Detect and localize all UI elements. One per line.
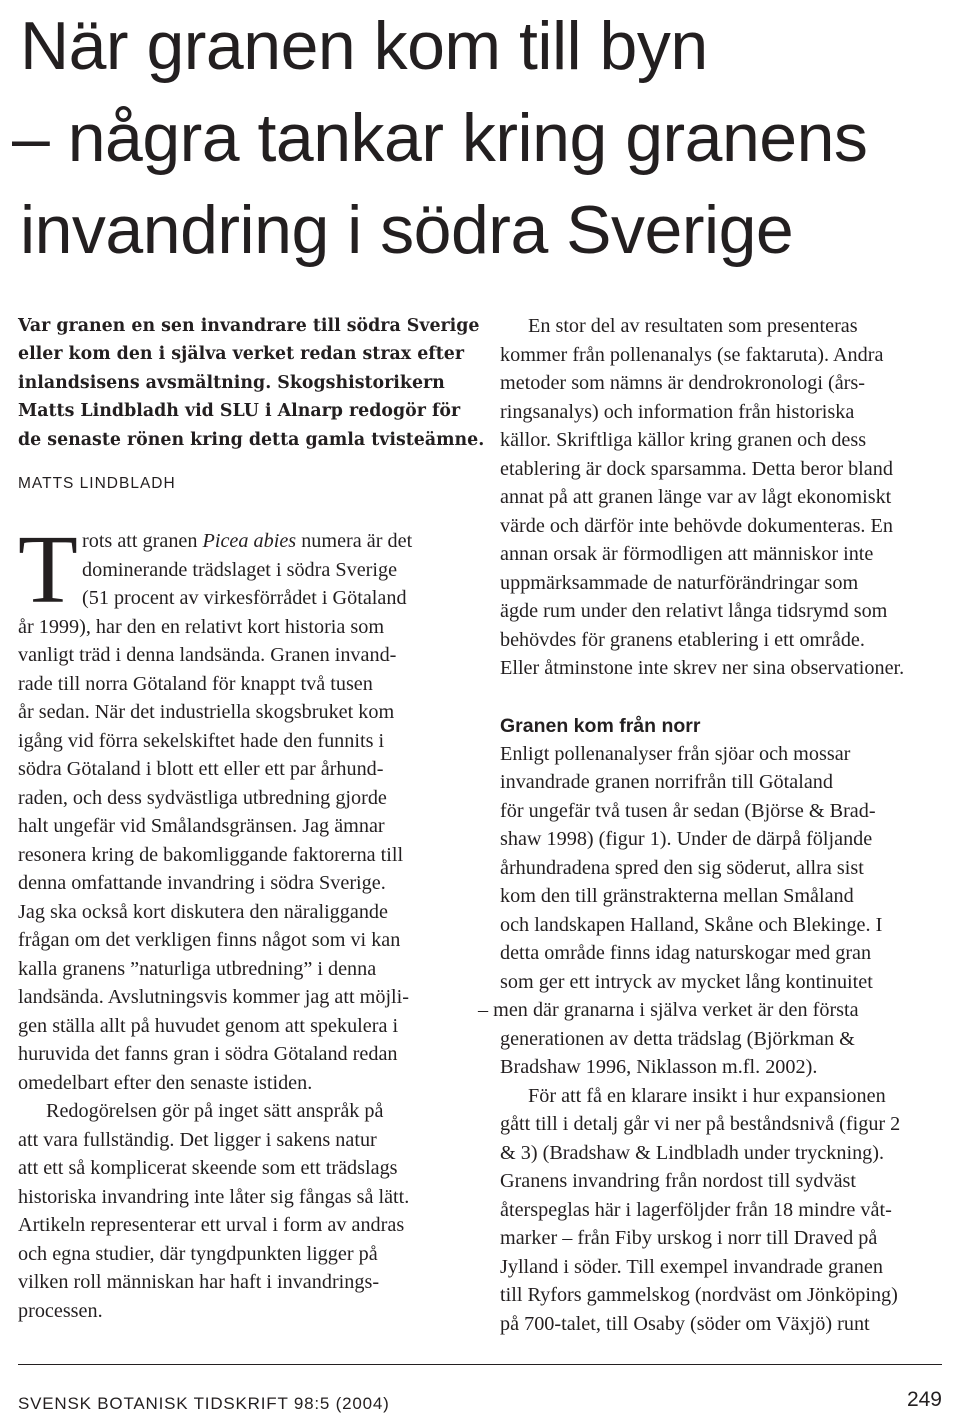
species-name: Picea abies [202,530,297,553]
text-line: För att få en klarare insikt i hur expansionen [528,1084,886,1107]
text-line: återspeglas här i lagerföljder från 18 mindre våt- [500,1198,892,1221]
text-line: (51 procent av virkesförrådet i Götaland [82,587,407,610]
text-line: till Ryfors gammelskog (nordväst om Jönköping) [500,1284,898,1306]
text-line: omedelbart efter den senaste istiden. [18,1071,313,1094]
text-line: igång vid förra sekelskiftet hade den funnits i [18,729,385,752]
text-line: kalla granens ”naturliga utbredning” i denna [18,957,377,980]
text-line: landsända. Avslutningsvis kommer jag att möjli- [18,986,409,1009]
text-line: Jylland i söder. Till exempel invandrade granen [500,1255,883,1278]
text-line: denna omfattande invandring i södra Sverige. [18,872,386,895]
lead-paragraph [18,312,485,454]
text-line: Eller åtminstone inte skrev ner sina observationer. [500,657,905,679]
text-line: kommer från pollenanalys (se faktaruta). Andra [500,343,884,366]
text-line: frågan om det verkligen finns något som vi kan [18,929,401,952]
text-line: ägde rum under den relativt långa tidsrymd som [500,600,888,622]
text-line: raden, och dess sydvästliga utbredning gjorde [18,786,387,809]
lead-line: de senaste rönen kring detta gamla tvisteämne. [18,429,485,450]
text-fragment: rots att granen [82,530,203,553]
text-line: historiska invandring inte låter sig fångas så lätt. [18,1185,410,1208]
text-line: århundradena spred den sig söderut, allra sist [500,856,864,879]
text-line: annat på att granen länge var av lågt ekonomiskt [500,486,892,508]
text-line: värde och därför inte behövde dokumenteras. En [500,514,893,537]
text-line: södra Götaland i blott ett eller ett par århund- [18,758,384,781]
text-line: vanligt träd i denna landsända. Granen invand- [18,644,397,667]
text-line: resonera kring de bakomliggande faktorerna till [18,843,404,866]
text-line: etablering är dock sparsamma. Detta beror bland [500,457,893,480]
text-line: att vara fullständig. Det ligger i sakens natur [18,1128,377,1151]
text-line: generationen av detta trädslag (Björkman & [500,1027,855,1050]
text-line: behövdes för granens etablering i ett område. [500,628,865,651]
text-line: kom den till gränstrakterna mellan Småland [500,885,854,907]
text-line: huruvida det fanns gran i södra Götaland redan [18,1043,398,1066]
text-line: halt ungefär vid Smålandsgränsen. Jag ämnar [18,815,385,838]
text-line: år sedan. När det industriella skogsbruket kom [18,701,395,724]
text-line: shaw 1998) (figur 1). Under de därpå följande [500,828,873,850]
text-line: Enligt pollenanalyser från sjöar och mossar [500,742,851,765]
text-line: Redogörelsen gör på inget sätt anspråk på [46,1100,384,1123]
paragraph [18,1097,463,1325]
text-line: uppmärksammade de naturförändringar som [500,571,859,594]
drop-cap: T [18,516,78,625]
text-line: rade till norra Götaland för knappt två tusen [18,672,373,695]
text-line: metoder som nämns är dendrokronologi (års- [500,372,865,394]
text-line: gått till i detalj går vi ner på beståndsnivå (figur 2 [500,1113,901,1135]
paragraph [500,312,955,683]
paragraph [478,740,955,1082]
article-title [12,0,950,276]
text-line: Jag ska också kort diskutera den näraliggande [18,900,388,923]
lead-line: Var granen en sen invandrare till södra Sverige [18,316,480,336]
text-line: som ger ett intryck av mycket lång kontinuitet [500,970,873,993]
text-line: & 3) (Bradshaw & Lindbladh under tryckning). [500,1141,885,1164]
lead-line: eller kom den i själva verket redan strax efter [18,344,465,365]
text-line: för ungefär två tusen år sedan (Björse & Brad- [500,799,876,822]
text-line: Artikeln representerar ett urval i form av andras [18,1214,405,1237]
text-line: detta område finns idag naturskogar med gran [500,942,872,964]
text-line: vilken roll människan har haft i invandrings- [18,1271,380,1294]
lead-line: Matts Lindbladh vid SLU i Alnarp redogör för [18,401,461,422]
author-byline: MATTS LINDBLADH [18,475,176,493]
footer-divider [18,1364,942,1365]
section-heading: Granen kom från norr [500,714,701,737]
text-line: och egna studier, där tyngdpunkten ligger på [18,1242,378,1265]
title-line: invandring i södra Sverige [20,192,794,268]
text-line: att ett så komplicerat skeende som ett trädslags [18,1157,398,1180]
text-line: invandrade granen norrifrån till Götaland [500,771,833,793]
journal-name: SVENSK BOTANISK TIDSKRIFT 98:5 (2004) [18,1394,390,1413]
text-line: marker – från Fiby urskog i norr till Draved på [500,1227,878,1249]
text-line: dominerande trädslaget i södra Sverige [82,558,398,581]
text-line: annan orsak är förmodligen att människor inte [500,543,874,565]
paragraph [500,1082,955,1339]
text-line: källor. Skriftliga källor kring granen och dess [500,429,867,451]
left-column [18,312,485,1325]
lead-line: inlandsisens avsmältning. Skogshistorikern [18,372,445,393]
text-line [18,527,463,556]
title-line: När granen kom till byn [20,8,708,84]
text-line: gen ställa allt på huvudet genom att spekulera i [18,1014,399,1037]
text-line: år 1999), har den en relativt kort historia som [18,615,385,638]
text-line: processen. [18,1299,103,1322]
title-line: – några tankar kring granens [12,100,868,176]
intro-text [18,527,463,1097]
text-line: och landskapen Halland, Skåne och Blekinge. I [500,913,883,936]
text-line: Bradshaw 1996, Niklasson m.fl. 2002). [500,1056,818,1078]
text-line: – men där granarna i själva verket är den första [478,999,859,1021]
intro-paragraph [18,516,463,1097]
right-column [478,312,955,1338]
text-line: ringsanalys) och information från historiska [500,400,855,423]
text-line: En stor del av resultaten som presenteras [528,315,858,337]
text-line: Granens invandring från nordost till sydväst [500,1170,857,1192]
text-line: på 700-talet, till Osaby (söder om Växjö) runt [500,1312,870,1335]
page-number: 249 [906,1388,942,1411]
text-fragment: numera är det [296,530,413,553]
